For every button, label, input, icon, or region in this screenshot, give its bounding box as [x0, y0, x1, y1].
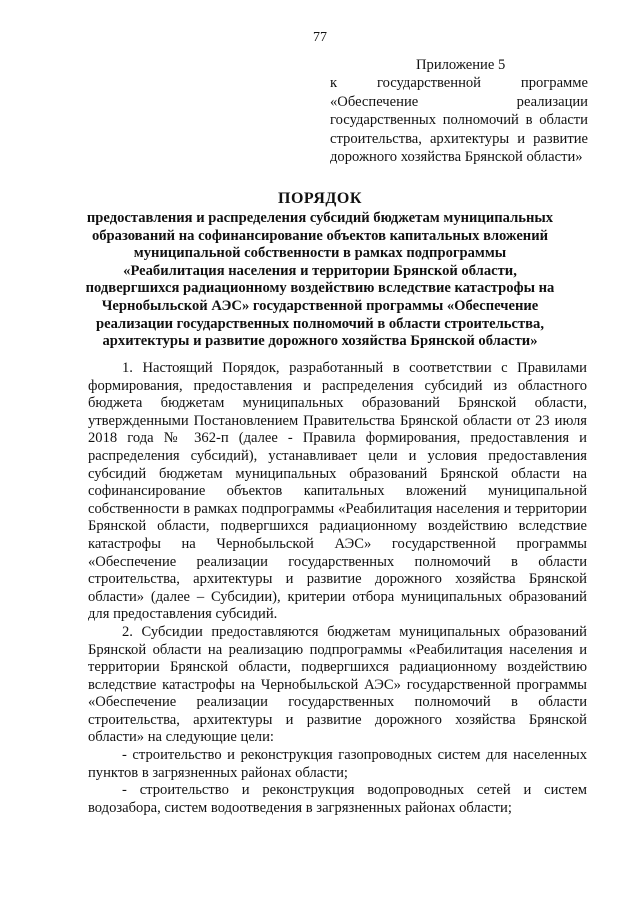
page-number: 77 — [313, 30, 327, 45]
document-title: ПОРЯДОК — [278, 190, 362, 207]
appendix-text: к государственной программе «Обеспечение реализации государственных полномочий в области строительства, архитектуры и развитие дорожного хозяйства Брянской области» — [330, 75, 588, 166]
paragraph-1: 1. Настоящий Порядок, разработанный в соответствии с Правилами формирования, предоставления и распределения субсидий из областного бюджета бюджетам муниципальных образований Брянской области, утвержденными Постановлением Правительства Брянской области от 23 июля 2018 года № 362-п (далее - Правила формирования, предоставления и распределения субсидий), устанавливает цели и условия предоставления субсидий бюджетам муниципальных образований Брянской области на софинансирование объектов капитальных вложений муниципальной собственности в рамках подпрограммы «Реабилитация населения и территории Брянской области, подвергшихся радиационному воздействию вследствие катастрофы на Чернобыльской АЭС» государственной программы «Обеспечение реализации государственных полномочий в области строительства, архитектуры и развитие дорожного хозяйства Брянской области» (далее – Субсидии), критерии отбора муниципальных образований для предоставления субсидий. — [88, 360, 587, 623]
paragraph-2: 2. Субсидии предоставляются бюджетам муниципальных образований Брянской области на реализацию подпрограммы «Реабилитация населения и территории Брянской области, подвергшихся радиационному воздействию вследствие катастрофы на Чернобыльской АЭС» государственной программы «Обеспечение реализации государственных полномочий в области строительства, архитектуры и развитие дорожного хозяйства Брянской области» на следующие цели: — [88, 623, 587, 746]
list-item-gas: - строительство и реконструкция газопроводных систем для населенных пунктов в загрязненных районах области; — [88, 747, 587, 781]
list-item-water: - строительство и реконструкция водопроводных сетей и систем водозабора, систем водоотведения в загрязненных районах области; — [88, 782, 587, 816]
appendix-header — [330, 56, 588, 166]
document-subtitle: предоставления и распределения субсидий бюджетам муниципальных образований на софинансирование объектов капитальных вложений муниципальной собственности в рамках подпрограммы «Реабилитация населения и территории Брянской области, подвергшихся радиационному воздействию вследствие катастрофы на Чернобыльской АЭС» государственной программы «Обеспечение реализации государственных полномочий в области строительства, архитектуры и развитие дорожного хозяйства Брянской области» — [85, 210, 555, 350]
document-body — [88, 360, 587, 817]
appendix-title: Приложение 5 — [416, 57, 506, 73]
